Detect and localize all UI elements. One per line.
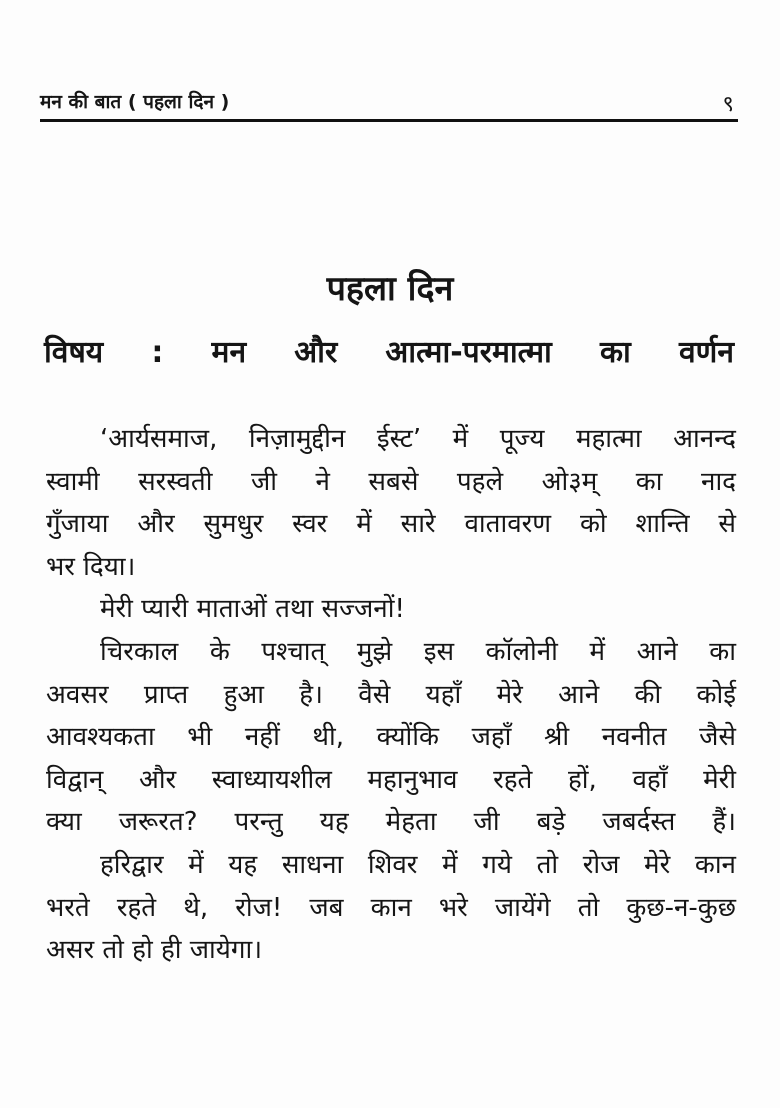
- text-line: मेरी प्यारी माताओं तथा सज्जनों!: [100, 594, 405, 625]
- paragraph: [46, 631, 736, 844]
- text-line: हरिद्वार में यह साधना शिवर में गये तो रोज मेरे कान: [100, 849, 736, 880]
- text-line: भर दिया।: [46, 551, 136, 582]
- paragraph: [46, 418, 736, 588]
- text-line: ‘आर्यसमाज, निज़ामुद्दीन ईस्ट’ में पूज्य महात्मा आनन्द: [100, 424, 736, 454]
- running-title: मन की बात ( पहला दिन ): [40, 91, 230, 113]
- text-line: अवसर प्राप्त हुआ है। वैसे यहाँ मेरे आने की कोई: [46, 679, 736, 710]
- text-line: चिरकाल के पश्चात् मुझे इस कॉलोनी में आने का: [100, 636, 736, 667]
- text-line: गुँजाया और सुमधुर स्वर में सारे वातावरण को शान्ति से: [46, 509, 736, 540]
- chapter-subtitle: विषय : मन और आत्मा-परमात्मा का वर्णन: [44, 335, 734, 370]
- text-line: आवश्यकता भी नहीं थी, क्योंकि जहाँ श्री नवनीत जैसे: [46, 722, 736, 753]
- text-line: भरते रहते थे, रोज! जब कान भरे जायेंगे तो कुछ-न-कुछ: [46, 892, 736, 923]
- paragraph: [46, 588, 736, 631]
- body-text: [46, 418, 736, 972]
- text-line: क्या जरूरत? परन्तु यह मेहता जी बड़े जबर्दस्त हैं।: [46, 807, 736, 838]
- paragraph: [46, 844, 736, 972]
- chapter-title: पहला दिन: [326, 269, 454, 309]
- running-header: [40, 88, 738, 118]
- text-line: स्वामी सरस्वती जी ने सबसे पहले ओ३म् का नाद: [46, 466, 736, 497]
- page-number: ९: [722, 92, 734, 117]
- header-rule: [40, 119, 738, 122]
- text-line: असर तो हो ही जायेगा।: [46, 935, 263, 966]
- text-line: विद्वान् और स्वाध्यायशील महानुभाव रहते हों, वहाँ मेरी: [46, 764, 736, 795]
